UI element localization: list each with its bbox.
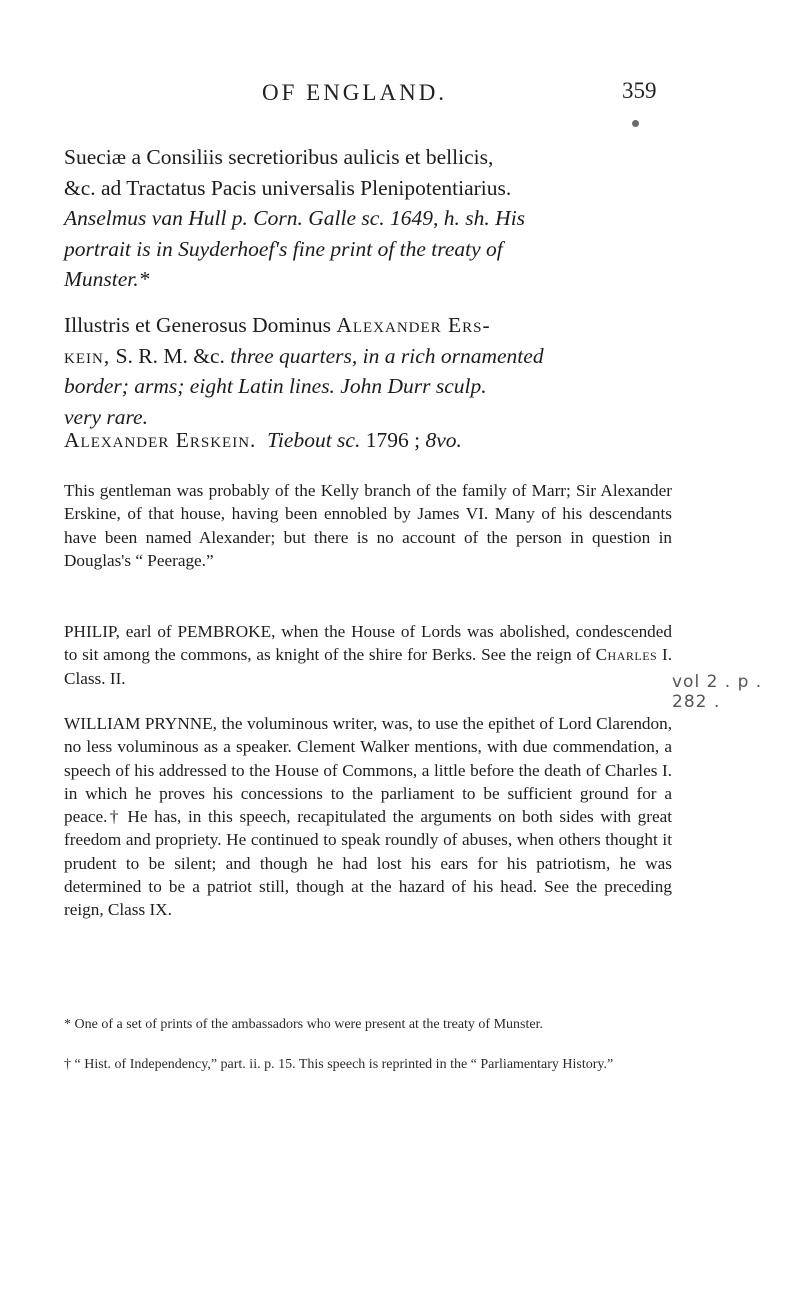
handwritten-note: vol 2 . p . 282 . — [672, 672, 763, 712]
footnote-mark: * — [64, 1017, 71, 1032]
engraver-credit: Anselmus van Hull p. Corn. Galle sc. 1649, h. sh. His — [64, 206, 526, 230]
rarity-note: very rare. — [64, 404, 148, 429]
paragraph-erskine: This gentleman was probably of the Kelly branch of the family of Marr; Sir Alexander Erskine, of that house, having been ennobled by James VI. Many of his descendants have been named Alexander; but there is no account of the person in question in Douglas's “ Peerage.” — [64, 481, 672, 570]
ink-dot — [632, 120, 639, 127]
portrait-note-end: Munster.* — [64, 267, 150, 291]
paragraph-prynne: WILLIAM PRYNNE, the voluminous writer, was, to use the epithet of Lord Clarendon, no less voluminous as a speaker. Clement Walker mentions, with due commendation, a speech of his addressed to the House of Commons, a little before the death of Charles I. in which he proves his concessions to the parliament to be sufficient ground for a peace.† He has, in this speech, recapitulated the arguments on both sides with great freedom and propriety. He continued to speak roundly of abuses, when others thought it prudent to be silent; and though he had lost his ears for his patriotism, he was determined to be a patriot still, though at the hazard of his head. See the preceding reign, Class IX. — [64, 714, 672, 920]
entry-date: 1796 ; — [360, 428, 426, 452]
paragraph-text: PHILIP, earl of PEMBROKE, when the House of Lords was abolished, condescended to sit among the commons, as knight of the shire for Berks. See the reign of — [64, 622, 672, 665]
portrait-description-cont: border; arms; eight Latin lines. John Durr sculp. — [64, 374, 487, 398]
sitter-name: Alexander Erskein. — [64, 428, 257, 452]
running-title: OF ENGLAND. — [262, 80, 448, 105]
footnote-mark: † — [64, 1057, 71, 1072]
paragraph-pembroke — [64, 620, 672, 690]
entry-line — [64, 341, 670, 372]
footnote-1 — [64, 1016, 672, 1035]
format: 8vo. — [425, 428, 462, 452]
king-name: Charles — [595, 645, 658, 665]
footnote-2 — [64, 1056, 672, 1075]
portrait-note: portrait is in Suyderhoef's fine print of the treaty of — [64, 236, 503, 261]
entry-text: S. R. M. &c. — [110, 343, 231, 368]
sitter-name: Alexander Ers- — [336, 313, 491, 337]
running-head — [0, 80, 800, 110]
paragraph-text: I. Class. II. — [64, 645, 672, 688]
entry-line: Sueciæ a Consiliis secretioribus aulicis et bellicis, — [64, 145, 494, 169]
footnote-text: One of a set of prints of the ambassadors who were present at the treaty of Munster. — [71, 1017, 543, 1032]
entry-hull-portrait — [64, 142, 670, 295]
entry-line-italic — [64, 234, 670, 265]
entry-line-italic — [64, 371, 670, 402]
engraver-credit: Tiebout sc. — [267, 428, 361, 452]
entry-line-italic — [64, 264, 670, 295]
entry-line-italic — [64, 203, 670, 234]
entry-line: &c. ad Tractatus Pacis universalis Plenipotentiarius. — [64, 175, 512, 200]
portrait-description: three quarters, in a rich ornamented — [230, 343, 544, 368]
entry-text: Illustris et Generosus Dominus — [64, 313, 337, 337]
page-number: 359 — [622, 78, 657, 103]
entry-line — [64, 310, 670, 341]
entry-erskein-tiebout — [64, 425, 670, 456]
sitter-name-cont: kein, — [64, 343, 111, 368]
footnote-text: “ Hist. of Independency,” part. ii. p. 15. This speech is reprinted in the “ Parliamentary History.” — [71, 1057, 614, 1072]
entry-erskein-portrait — [64, 310, 670, 432]
